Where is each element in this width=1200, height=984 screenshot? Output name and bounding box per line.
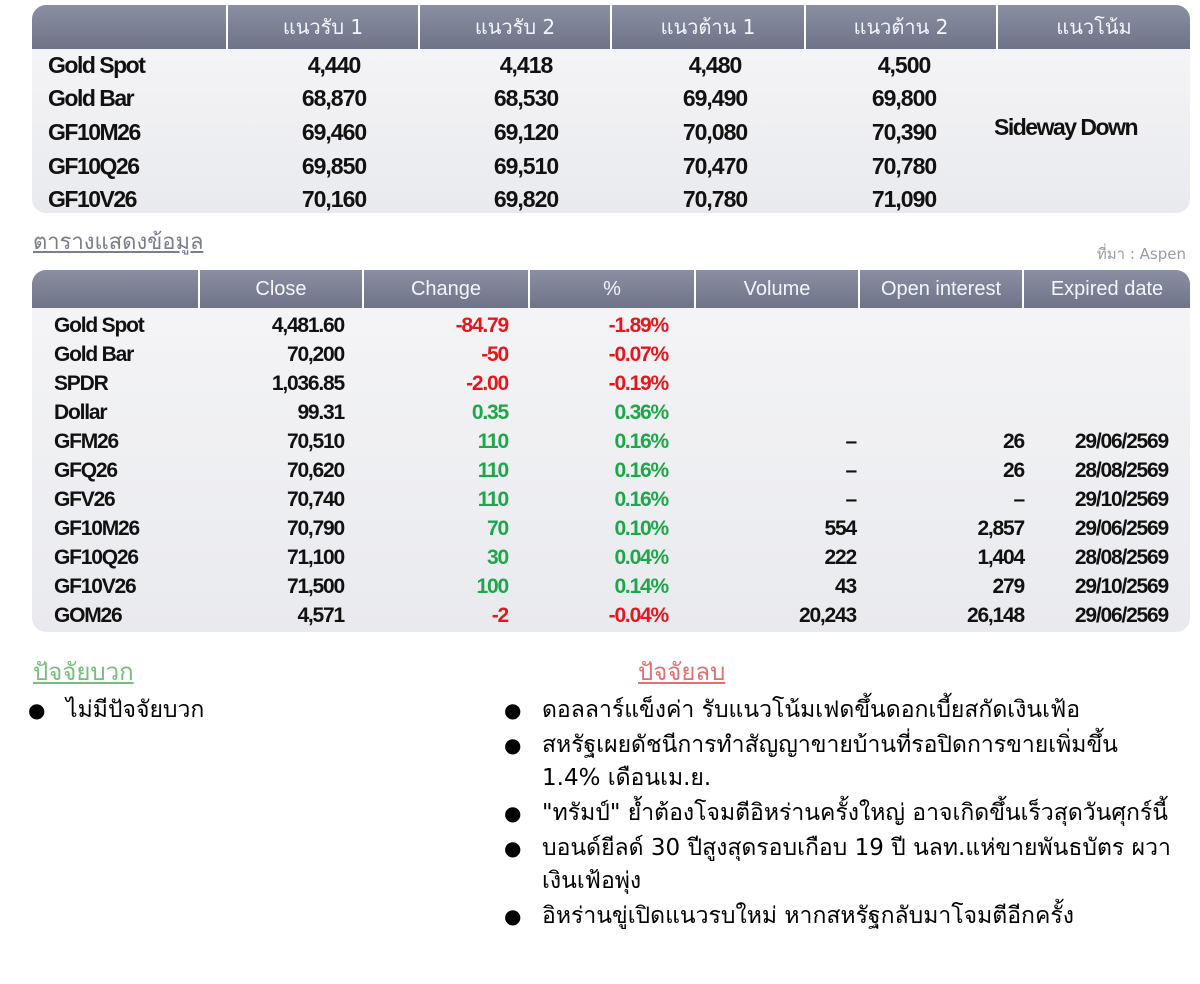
support-1-value: 69,460	[301, 119, 367, 145]
factor-text: สหรัฐเผยดัชนีการทำสัญญาขายบ้านที่รอปิดการขายเพิ่มขึ้น 1.4% เดือนเม.ย.	[542, 732, 1118, 791]
change-value: 110	[477, 488, 508, 511]
change-value: -2	[491, 604, 508, 627]
bullet-icon: ●	[504, 904, 522, 928]
instrument-name: Gold Bar	[48, 85, 134, 111]
support-1-value: 68,870	[301, 85, 367, 111]
expired-date-value: 29/10/2569	[1074, 488, 1168, 511]
header-volume: Volume	[694, 270, 858, 308]
close-value: 71,100	[286, 546, 344, 569]
support-1-value: 70,160	[301, 186, 367, 212]
table-row	[32, 398, 1190, 427]
change-value: -2.00	[466, 372, 508, 395]
close-value: 1,036.85	[271, 372, 344, 395]
table-header	[32, 5, 1190, 49]
close-value: 70,790	[286, 517, 344, 540]
header-resistance-2: แนวต้าน 2	[804, 5, 996, 49]
instrument-name: GFQ26	[54, 459, 117, 482]
open-interest-value: 26,148	[966, 604, 1024, 627]
table-caption: ตารางแสดงข้อมูล	[33, 230, 204, 255]
instrument-name: Gold Spot	[48, 52, 145, 78]
header-close: Close	[198, 270, 362, 308]
expired-date-value: 29/06/2569	[1074, 604, 1168, 627]
open-interest-value: 1,404	[977, 546, 1024, 569]
percent-value: 0.16%	[614, 488, 668, 511]
table-row	[32, 369, 1190, 398]
header-support-1: แนวรับ 1	[226, 5, 418, 49]
close-value: 70,200	[286, 343, 344, 366]
positive-factors-list	[28, 694, 468, 729]
volume-value: –	[845, 459, 856, 482]
resistance-2-value: 4,500	[877, 52, 931, 78]
table-row	[32, 572, 1190, 601]
support-2-value: 69,820	[493, 186, 559, 212]
factor-text: ดอลลาร์แข็งค่า รับแนวโน้มเฟดขึ้นดอกเบี้ยสกัดเงินเฟ้อ	[542, 697, 1081, 723]
open-interest-value: 26	[1003, 430, 1024, 453]
expired-date-value: 29/06/2569	[1074, 430, 1168, 453]
resistance-1-value: 70,080	[682, 119, 748, 145]
instrument-name: GFV26	[54, 488, 115, 511]
expired-date-value: 29/10/2569	[1074, 575, 1168, 598]
volume-value: –	[845, 430, 856, 453]
percent-value: 0.04%	[614, 546, 668, 569]
expired-date-value: 28/08/2569	[1074, 546, 1168, 569]
bullet-icon: ●	[28, 698, 46, 722]
close-value: 70,510	[286, 430, 344, 453]
header-expired-date: Expired date	[1022, 270, 1190, 308]
support-resistance-table	[32, 5, 1190, 213]
factor-text: อิหร่านขู่เปิดแนวรบใหม่ หากสหรัฐกลับมาโจมตีอีกครั้ง	[542, 903, 1074, 929]
instrument-name: GOM26	[54, 604, 122, 627]
bullet-icon: ●	[504, 801, 522, 825]
bullet-icon: ●	[504, 698, 522, 722]
change-value: -84.79	[455, 314, 508, 337]
change-value: 70	[487, 517, 508, 540]
support-1-value: 69,850	[301, 153, 367, 179]
open-interest-value: –	[1013, 488, 1024, 511]
header-trend: แนวโน้ม	[996, 5, 1190, 49]
table-row	[32, 427, 1190, 456]
close-value: 70,620	[286, 459, 344, 482]
resistance-1-value: 69,490	[682, 85, 748, 111]
table-row	[32, 601, 1190, 630]
header-open-interest: Open interest	[858, 270, 1022, 308]
support-2-value: 68,530	[493, 85, 559, 111]
negative-factors-list	[504, 694, 1180, 935]
list-item	[504, 729, 1180, 795]
volume-value: 43	[835, 575, 856, 598]
expired-date-value: 28/08/2569	[1074, 459, 1168, 482]
table-row	[32, 485, 1190, 514]
instrument-name: GF10V26	[54, 575, 136, 598]
header-resistance-1: แนวต้าน 1	[610, 5, 804, 49]
instrument-name: Dollar	[54, 401, 107, 424]
volume-value: 222	[824, 546, 856, 569]
volume-value: 20,243	[798, 604, 856, 627]
resistance-2-value: 70,780	[871, 153, 937, 179]
list-item	[504, 832, 1180, 898]
support-2-value: 69,510	[493, 153, 559, 179]
table-row	[32, 150, 1190, 183]
volume-value: –	[845, 488, 856, 511]
resistance-1-value: 70,470	[682, 153, 748, 179]
change-value: 110	[477, 459, 508, 482]
table-row	[32, 340, 1190, 369]
factor-text: บอนด์ยีลด์ 30 ปีสูงสุดรอบเกือบ 19 ปี นลท.แห่ขายพันธบัตร ผวาเงินเฟ้อพุ่ง	[542, 835, 1171, 894]
instrument-name: Gold Bar	[54, 343, 134, 366]
table-body	[32, 308, 1190, 632]
close-value: 99.31	[297, 401, 344, 424]
list-item	[504, 797, 1180, 830]
percent-value: -1.89%	[608, 314, 668, 337]
factor-text: ไม่มีปัจจัยบวก	[66, 697, 205, 723]
resistance-2-value: 70,390	[871, 119, 937, 145]
percent-value: 0.10%	[614, 517, 668, 540]
close-value: 70,740	[286, 488, 344, 511]
resistance-1-value: 70,780	[682, 186, 748, 212]
open-interest-value: 26	[1003, 459, 1024, 482]
open-interest-value: 2,857	[977, 517, 1024, 540]
header-change: Change	[362, 270, 528, 308]
change-value: 0.35	[471, 401, 508, 424]
resistance-1-value: 4,480	[688, 52, 742, 78]
instrument-name: GF10M26	[54, 517, 139, 540]
resistance-2-value: 71,090	[871, 186, 937, 212]
list-item	[504, 900, 1180, 933]
factor-text: "ทรัมป์" ย้ำต้องโจมตีอิหร่านครั้งใหญ่ อาจเกิดขึ้นเร็วสุดวันศุกร์นี้	[542, 800, 1168, 826]
percent-value: 0.16%	[614, 430, 668, 453]
change-value: 30	[487, 546, 508, 569]
percent-value: -0.04%	[608, 604, 668, 627]
expired-date-value: 29/06/2569	[1074, 517, 1168, 540]
instrument-name: Gold Spot	[54, 314, 144, 337]
trend-value: Sideway Down	[994, 114, 1138, 140]
header-percent: %	[528, 270, 694, 308]
close-value: 4,481.60	[271, 314, 344, 337]
open-interest-value: 279	[992, 575, 1024, 598]
close-value: 4,571	[297, 604, 344, 627]
change-value: 100	[476, 575, 508, 598]
support-1-value: 4,440	[307, 52, 361, 78]
header-support-2: แนวรับ 2	[418, 5, 610, 49]
positive-factors-title: ปัจจัยบวก	[33, 658, 134, 686]
resistance-2-value: 69,800	[871, 85, 937, 111]
bullet-icon: ●	[504, 733, 522, 757]
table-row	[32, 543, 1190, 572]
instrument-name: GFM26	[54, 430, 119, 453]
support-2-value: 69,120	[493, 119, 559, 145]
table-row	[32, 514, 1190, 543]
table-row	[32, 183, 1190, 213]
instrument-name: GF10V26	[48, 186, 136, 212]
change-value: 110	[477, 430, 508, 453]
volume-value: 554	[824, 517, 856, 540]
table-row	[32, 456, 1190, 485]
market-data-table	[32, 270, 1190, 632]
source-note: ที่มา : Aspen	[1096, 245, 1186, 263]
percent-value: 0.14%	[614, 575, 668, 598]
instrument-name: GF10Q26	[48, 153, 139, 179]
percent-value: 0.16%	[614, 459, 668, 482]
change-value: -50	[481, 343, 508, 366]
instrument-name: GF10Q26	[54, 546, 138, 569]
bullet-icon: ●	[504, 836, 522, 860]
table-row	[32, 49, 1190, 82]
table-header	[32, 270, 1190, 308]
close-value: 71,500	[286, 575, 344, 598]
negative-factors-title: ปัจจัยลบ	[638, 658, 726, 686]
instrument-name: GF10M26	[48, 119, 140, 145]
percent-value: -0.07%	[608, 343, 668, 366]
list-item	[504, 694, 1180, 727]
list-item	[28, 694, 468, 727]
percent-value: 0.36%	[614, 401, 668, 424]
instrument-name: SPDR	[54, 372, 108, 395]
support-2-value: 4,418	[499, 52, 553, 78]
table-row	[32, 311, 1190, 340]
percent-value: -0.19%	[608, 372, 668, 395]
